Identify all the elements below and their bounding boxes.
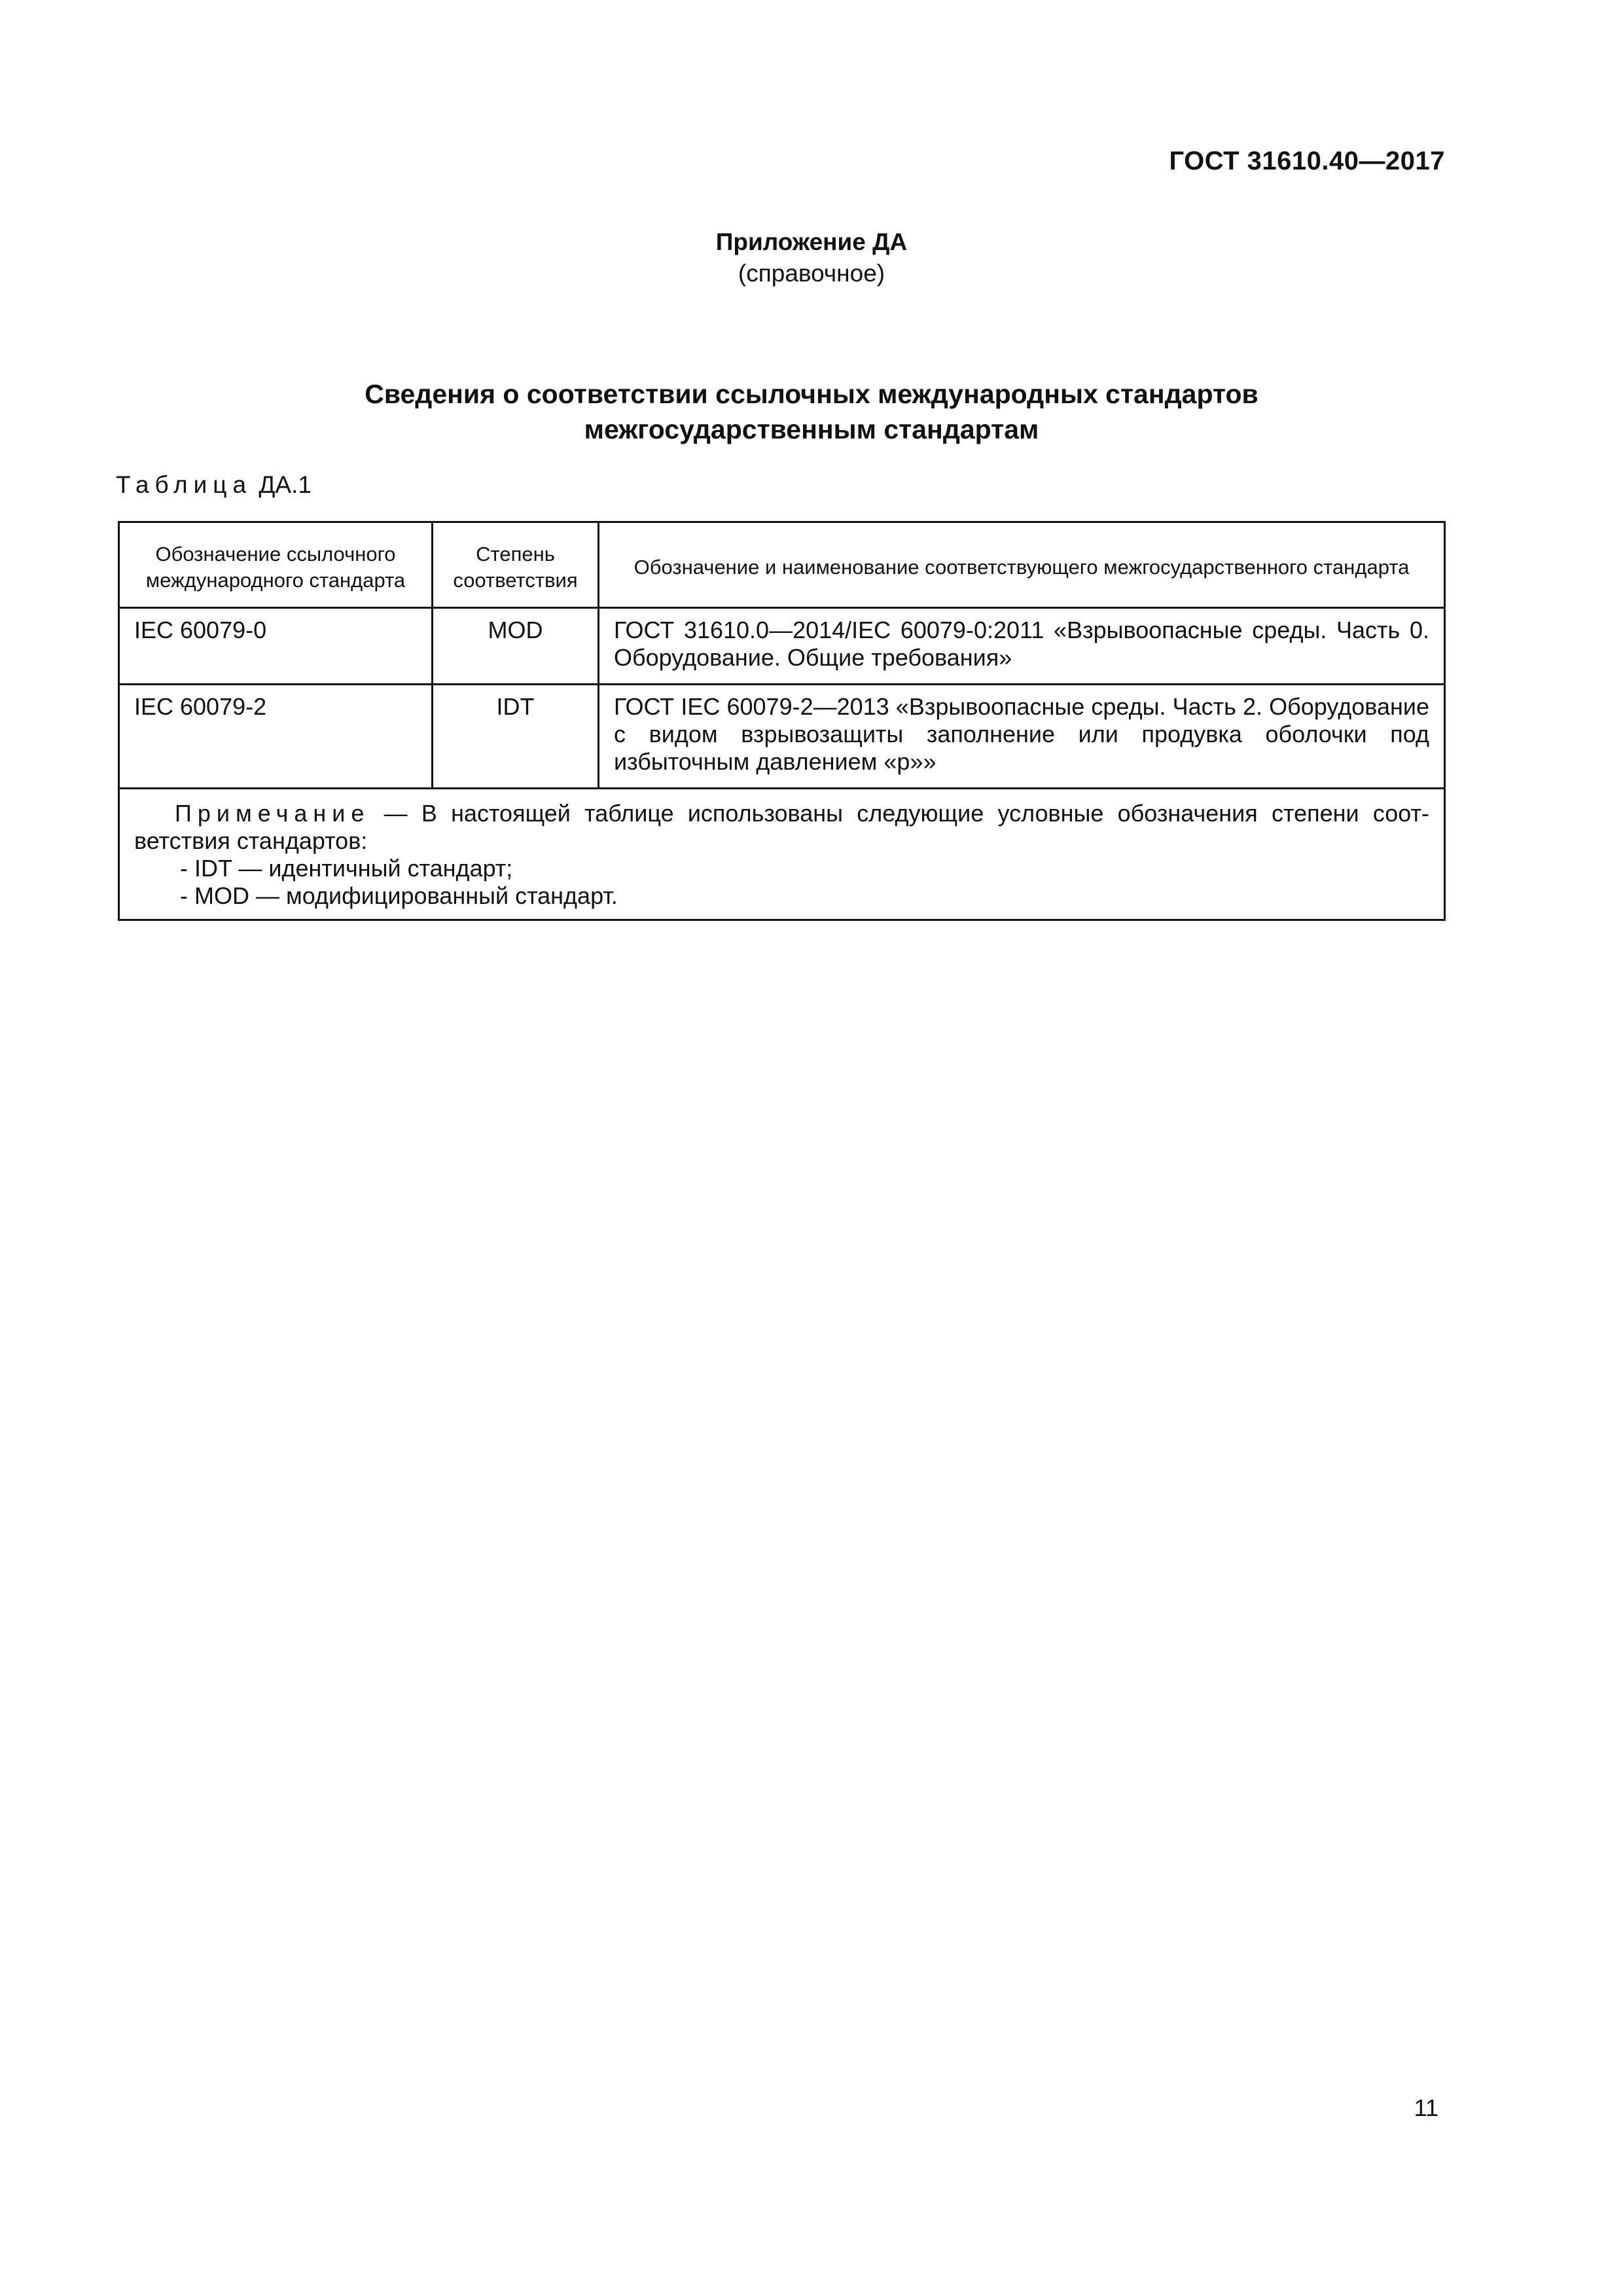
section-title bbox=[0, 376, 1623, 447]
appendix-title: Приложение ДА bbox=[715, 228, 908, 255]
section-title-line2: межгосударственным стандартам bbox=[584, 414, 1039, 444]
page-number: 11 bbox=[1414, 2094, 1438, 2121]
table-row bbox=[119, 685, 1445, 789]
note-label: Примечание bbox=[175, 800, 370, 827]
header-international-standard: Обозначение ссылочного международного стандарта bbox=[119, 522, 433, 608]
table-header-row bbox=[119, 522, 1445, 608]
note-text bbox=[134, 800, 1429, 855]
header-degree: Степень соответствия bbox=[433, 522, 599, 608]
header-interstate-standard: Обозначение и наименование соответствующего межгосударственного стандарта bbox=[599, 522, 1445, 608]
table-note bbox=[119, 789, 1445, 920]
appendix-heading bbox=[0, 226, 1623, 289]
appendix-subtitle: (справочное) bbox=[738, 260, 885, 287]
cell-interstate-standard: ГОСТ IEC 60079-2—2013 «Взрывоопасные среды. Часть 2. Оборудование с видом взрывозащиты заполнение или продувка оболочки под избыточным давлением «р»» bbox=[599, 685, 1445, 789]
section-title-line1: Сведения о соответствии ссылочных международных стандартов bbox=[365, 379, 1258, 409]
cell-designation: IEC 60079-0 bbox=[119, 608, 433, 685]
table-caption bbox=[116, 471, 312, 499]
table-caption-label: Таблица bbox=[116, 471, 253, 498]
cell-designation: IEC 60079-2 bbox=[119, 685, 433, 789]
document-code: ГОСТ 31610.40—2017 bbox=[1169, 147, 1445, 175]
table-row bbox=[119, 608, 1445, 685]
correspondence-table bbox=[118, 521, 1446, 921]
note-item-mod: - MOD — модифицированный стандарт. bbox=[180, 882, 618, 909]
cell-degree: MOD bbox=[433, 608, 599, 685]
cell-degree: IDT bbox=[433, 685, 599, 789]
table-caption-number: ДА.1 bbox=[259, 471, 312, 498]
table-note-row bbox=[119, 789, 1445, 920]
cell-interstate-standard: ГОСТ 31610.0—2014/IEC 60079-0:2011 «Взрывоопасные среды. Часть 0. Оборудование. Общие требования» bbox=[599, 608, 1445, 685]
note-body: — В настоящей таблице использованы следующие условные обозначения степени соответствия стандартов: bbox=[134, 800, 1429, 854]
note-item-idt: - IDT — идентичный стандарт; bbox=[180, 855, 513, 882]
